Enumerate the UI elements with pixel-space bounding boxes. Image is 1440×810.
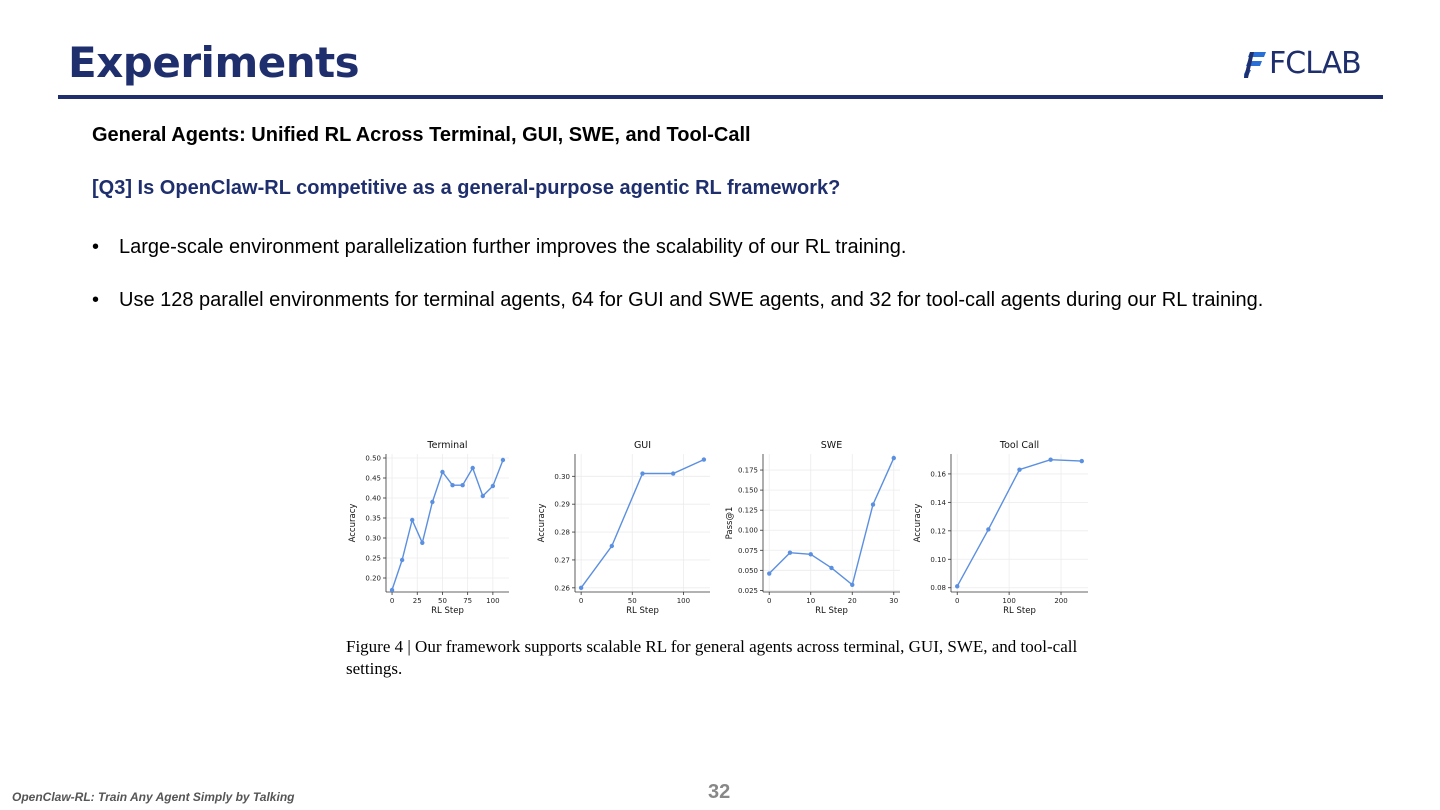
y-tick-label: 0.30: [554, 472, 570, 481]
data-point: [955, 584, 959, 588]
bullet-item: [92, 228, 1302, 266]
x-tick-label: 20: [847, 597, 857, 605]
series-line: [957, 460, 1082, 587]
x-tick-label: 75: [463, 597, 473, 605]
series-line: [392, 460, 503, 590]
chart-title: SWE: [820, 440, 843, 451]
chart-swe: [725, 440, 900, 616]
data-point: [491, 484, 495, 488]
data-point: [986, 527, 990, 531]
data-point: [809, 552, 813, 556]
data-point: [702, 457, 706, 461]
data-point: [390, 588, 394, 592]
y-axis-label: Accuracy: [537, 503, 547, 543]
data-point: [481, 494, 485, 498]
y-tick-label: 0.28: [554, 528, 570, 537]
y-tick-label: 0.27: [554, 556, 570, 565]
data-point: [501, 458, 505, 462]
data-point: [892, 456, 896, 460]
y-tick-label: 0.125: [737, 506, 758, 515]
x-tick-label: 10: [806, 597, 816, 605]
x-tick-label: 50: [437, 597, 447, 605]
x-axis-label: RL Step: [626, 606, 659, 616]
logo-text: FCLAB: [1269, 46, 1361, 81]
y-tick-label: 0.45: [365, 474, 381, 483]
x-axis-label: RL Step: [431, 606, 464, 616]
fclab-logo: [1244, 46, 1384, 82]
data-point: [829, 566, 833, 570]
data-point: [460, 483, 464, 487]
chart-title: Tool Call: [999, 440, 1040, 451]
y-axis-label: Accuracy: [348, 503, 358, 543]
y-tick-label: 0.40: [365, 494, 381, 503]
y-tick-label: 0.20: [365, 574, 381, 583]
y-tick-label: 0.35: [365, 514, 381, 523]
y-tick-label: 0.050: [737, 566, 758, 575]
section-subtitle: General Agents: Unified RL Across Terminal, GUI, SWE, and Tool-Call: [92, 124, 751, 146]
x-tick-label: 0: [766, 597, 772, 605]
chart-title: Terminal: [427, 440, 468, 451]
data-point: [450, 483, 454, 487]
x-tick-label: 0: [578, 597, 584, 605]
bullet-dot-icon: •: [92, 236, 100, 258]
y-tick-label: 0.150: [737, 486, 758, 495]
bullet-text: Use 128 parallel environments for terminal agents, 64 for GUI and SWE agents, and 32 for tool-call agents during our RL training.: [119, 289, 1264, 311]
slide-title: Experiments: [68, 38, 360, 87]
y-tick-label: 0.16: [930, 470, 946, 479]
y-tick-label: 0.12: [930, 527, 946, 536]
chart-gui: [537, 440, 710, 616]
chart-title: GUI: [633, 440, 652, 451]
data-point: [788, 550, 792, 554]
x-tick-label: 100: [486, 597, 500, 605]
chart-terminal: [348, 440, 509, 616]
data-point: [767, 571, 771, 575]
figure-caption: Figure 4 | Our framework supports scalable RL for general agents across terminal, GUI, SWE, and tool-call settings.: [346, 637, 1078, 678]
bullet-item: [92, 281, 1302, 319]
y-tick-label: 0.29: [554, 500, 570, 509]
y-tick-label: 0.30: [365, 534, 381, 543]
y-axis-label: Accuracy: [913, 503, 923, 543]
x-axis-label: RL Step: [815, 606, 848, 616]
x-tick-label: 100: [676, 597, 691, 605]
figure-4-charts: [340, 432, 1100, 622]
y-tick-label: 0.100: [737, 526, 758, 535]
y-tick-label: 0.10: [930, 555, 946, 564]
data-point: [671, 471, 675, 475]
bullet-list: [92, 228, 1302, 334]
x-tick-label: 0: [954, 597, 960, 605]
chart-tool-call: [913, 440, 1088, 616]
research-question: [Q3] Is OpenClaw-RL competitive as a general-purpose agentic RL framework?: [92, 177, 841, 199]
data-point: [579, 586, 583, 590]
x-tick-label: 50: [627, 597, 637, 605]
y-tick-label: 0.50: [365, 454, 381, 463]
data-point: [640, 471, 644, 475]
data-point: [1017, 467, 1021, 471]
data-point: [400, 558, 404, 562]
y-tick-label: 0.025: [737, 586, 758, 595]
data-point: [430, 500, 434, 504]
y-tick-label: 0.175: [737, 466, 758, 475]
y-tick-label: 0.25: [365, 554, 381, 563]
data-point: [610, 544, 614, 548]
data-point: [1048, 457, 1052, 461]
y-tick-label: 0.08: [930, 584, 946, 593]
footer-title: OpenClaw-RL: Train Any Agent Simply by Talking: [12, 790, 295, 804]
data-point: [420, 541, 424, 545]
logo-mark-icon: [1244, 46, 1268, 82]
data-point: [440, 470, 444, 474]
x-axis-label: RL Step: [1003, 606, 1036, 616]
y-axis-label: Pass@1: [725, 506, 735, 540]
data-point: [471, 466, 475, 470]
y-tick-label: 0.075: [737, 546, 758, 555]
data-point: [1080, 459, 1084, 463]
data-point: [410, 518, 414, 522]
x-tick-label: 0: [389, 597, 395, 605]
series-line: [581, 460, 704, 588]
x-tick-label: 30: [889, 597, 899, 605]
x-tick-label: 100: [1002, 597, 1016, 605]
bullet-text: Large-scale environment parallelization further improves the scalability of our RL training.: [119, 236, 907, 258]
data-point: [850, 583, 854, 587]
title-divider: [58, 95, 1383, 99]
data-point: [871, 502, 875, 506]
x-tick-label: 25: [412, 597, 422, 605]
y-tick-label: 0.14: [930, 498, 946, 507]
bullet-dot-icon: •: [92, 289, 100, 311]
page-number: 32: [708, 781, 731, 803]
x-tick-label: 200: [1054, 597, 1068, 605]
y-tick-label: 0.26: [554, 584, 570, 593]
